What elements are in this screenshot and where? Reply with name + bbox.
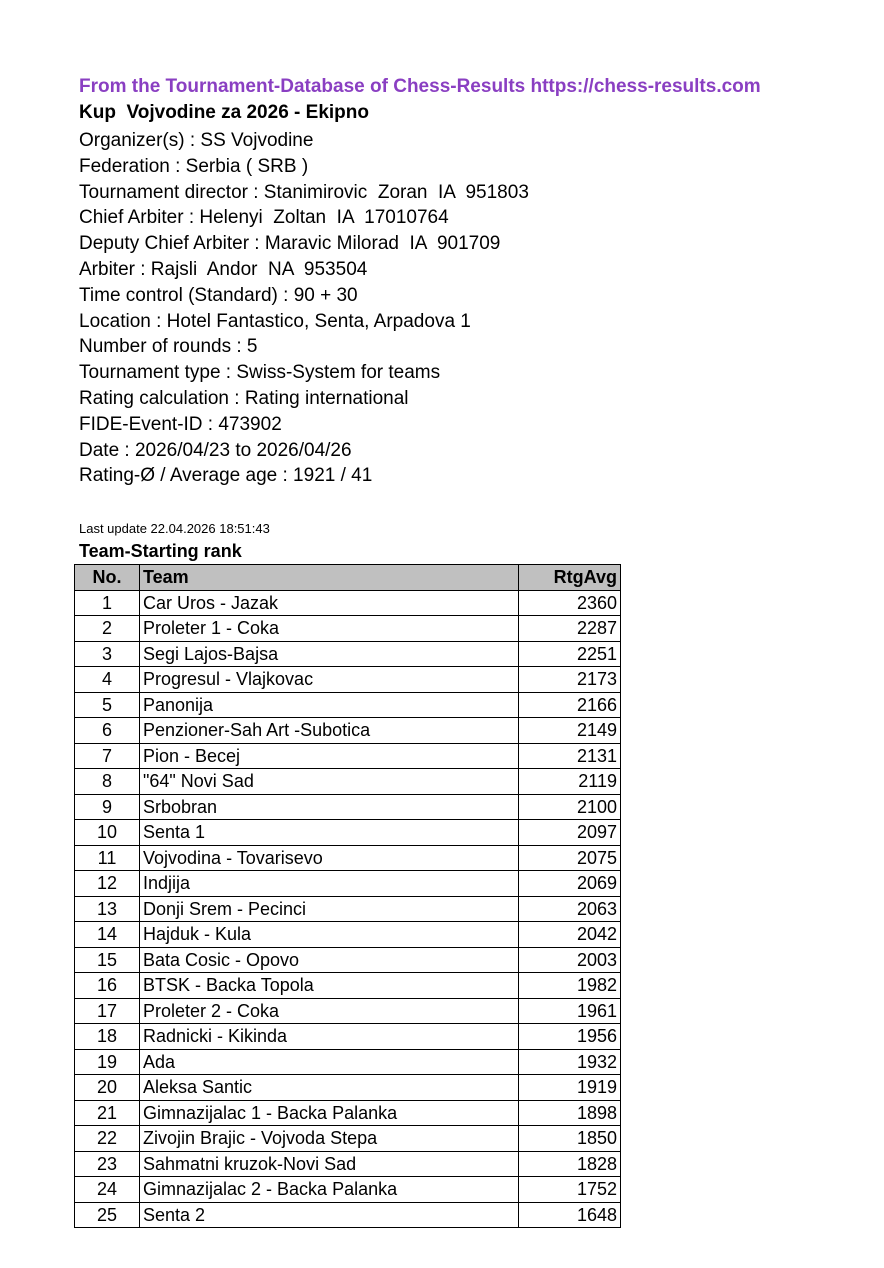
cell-team: Panonija — [140, 692, 519, 718]
table-row — [75, 1126, 621, 1152]
table-row — [75, 820, 621, 846]
info-line: Organizer(s) : SS Vojvodine — [79, 130, 314, 151]
info-line: Time control (Standard) : 90 + 30 — [79, 284, 358, 306]
info-line: Federation : Serbia ( SRB ) — [79, 155, 309, 177]
cell-rtgavg: 1982 — [519, 973, 621, 999]
cell-rtgavg: 2173 — [519, 667, 621, 693]
cell-rtgavg: 2100 — [519, 794, 621, 820]
cell-team: Sahmatni kruzok-Novi Sad — [140, 1151, 519, 1177]
cell-team: Vojvodina - Tovarisevo — [140, 845, 519, 871]
table-row — [75, 641, 621, 667]
cell-team: Donji Srem - Pecinci — [140, 896, 519, 922]
column-header-team: Team — [140, 565, 519, 591]
table-row — [75, 1049, 621, 1075]
cell-no: 8 — [75, 769, 140, 795]
cell-no: 15 — [75, 947, 140, 973]
cell-rtgavg: 2075 — [519, 845, 621, 871]
cell-team: Penzioner-Sah Art -Subotica — [140, 718, 519, 744]
cell-rtgavg: 1961 — [519, 998, 621, 1024]
cell-no: 6 — [75, 718, 140, 744]
cell-no: 16 — [75, 973, 140, 999]
cell-no: 17 — [75, 998, 140, 1024]
cell-no: 14 — [75, 922, 140, 948]
cell-no: 24 — [75, 1177, 140, 1203]
cell-team: Segi Lajos-Bajsa — [140, 641, 519, 667]
cell-team: Zivojin Brajic - Vojvoda Stepa — [140, 1126, 519, 1152]
info-line: Tournament director : Stanimirovic Zoran IA 951803 — [79, 181, 529, 203]
table-row — [75, 692, 621, 718]
cell-team: Srbobran — [140, 794, 519, 820]
cell-no: 13 — [75, 896, 140, 922]
cell-rtgavg: 1956 — [519, 1024, 621, 1050]
cell-rtgavg: 2131 — [519, 743, 621, 769]
info-line: Tournament type : Swiss-System for teams — [79, 362, 441, 384]
cell-rtgavg: 2097 — [519, 820, 621, 846]
table-row — [75, 769, 621, 795]
cell-no: 18 — [75, 1024, 140, 1050]
table-row — [75, 845, 621, 871]
cell-no: 10 — [75, 820, 140, 846]
cell-rtgavg: 1932 — [519, 1049, 621, 1075]
info-line: Date : 2026/04/23 to 2026/04/26 — [79, 439, 352, 461]
cell-no: 4 — [75, 667, 140, 693]
tournament-info-list — [79, 128, 529, 489]
cell-rtgavg: 2042 — [519, 922, 621, 948]
cell-rtgavg: 1648 — [519, 1202, 621, 1228]
info-line: Rating-Ø / Average age : 1921 / 41 — [79, 465, 373, 487]
info-line: Arbiter : Rajsli Andor NA 953504 — [79, 258, 368, 280]
info-line: Number of rounds : 5 — [79, 336, 258, 358]
info-line: Deputy Chief Arbiter : Maravic Milorad IA 901709 — [79, 233, 501, 255]
cell-rtgavg: 1828 — [519, 1151, 621, 1177]
source-link[interactable]: From the Tournament-Database of Chess-Results https://chess-results.com — [79, 76, 761, 97]
cell-team: Progresul - Vlajkovac — [140, 667, 519, 693]
table-row — [75, 590, 621, 616]
section-title: Team-Starting rank — [79, 541, 242, 561]
cell-rtgavg: 2119 — [519, 769, 621, 795]
cell-team: Ada — [140, 1049, 519, 1075]
table-row — [75, 1202, 621, 1228]
cell-team: Gimnazijalac 1 - Backa Palanka — [140, 1100, 519, 1126]
cell-team: Radnicki - Kikinda — [140, 1024, 519, 1050]
table-row — [75, 896, 621, 922]
table-row — [75, 794, 621, 820]
cell-rtgavg: 1898 — [519, 1100, 621, 1126]
table-row — [75, 1100, 621, 1126]
cell-team: "64" Novi Sad — [140, 769, 519, 795]
cell-team: Proleter 2 - Coka — [140, 998, 519, 1024]
table-row — [75, 667, 621, 693]
cell-rtgavg: 2003 — [519, 947, 621, 973]
info-line: FIDE-Event-ID : 473902 — [79, 413, 282, 435]
cell-no: 9 — [75, 794, 140, 820]
cell-team: Gimnazijalac 2 - Backa Palanka — [140, 1177, 519, 1203]
cell-team: Aleksa Santic — [140, 1075, 519, 1101]
cell-no: 5 — [75, 692, 140, 718]
table-row — [75, 1177, 621, 1203]
cell-team: Senta 2 — [140, 1202, 519, 1228]
cell-rtgavg: 2360 — [519, 590, 621, 616]
cell-team: Hajduk - Kula — [140, 922, 519, 948]
table-row — [75, 998, 621, 1024]
cell-team: BTSK - Backa Topola — [140, 973, 519, 999]
cell-no: 19 — [75, 1049, 140, 1075]
cell-rtgavg: 2166 — [519, 692, 621, 718]
cell-team: Proleter 1 - Coka — [140, 616, 519, 642]
cell-no: 3 — [75, 641, 140, 667]
cell-team: Pion - Becej — [140, 743, 519, 769]
team-starting-rank-table — [74, 564, 621, 1228]
cell-rtgavg: 1752 — [519, 1177, 621, 1203]
table-body — [75, 590, 621, 1228]
cell-no: 7 — [75, 743, 140, 769]
cell-no: 21 — [75, 1100, 140, 1126]
cell-rtgavg: 1850 — [519, 1126, 621, 1152]
cell-no: 1 — [75, 590, 140, 616]
table-row — [75, 1075, 621, 1101]
cell-rtgavg: 2149 — [519, 718, 621, 744]
info-line: Rating calculation : Rating international — [79, 387, 409, 409]
cell-rtgavg: 2251 — [519, 641, 621, 667]
table-row — [75, 947, 621, 973]
cell-team: Senta 1 — [140, 820, 519, 846]
cell-rtgavg: 2287 — [519, 616, 621, 642]
table-row — [75, 743, 621, 769]
column-header-rtgavg: RtgAvg — [519, 565, 621, 591]
table-row — [75, 718, 621, 744]
cell-team: Indjija — [140, 871, 519, 897]
table-row — [75, 871, 621, 897]
cell-no: 2 — [75, 616, 140, 642]
cell-no: 12 — [75, 871, 140, 897]
cell-team: Car Uros - Jazak — [140, 590, 519, 616]
cell-no: 11 — [75, 845, 140, 871]
table-row — [75, 922, 621, 948]
table-row — [75, 1151, 621, 1177]
info-line: Location : Hotel Fantastico, Senta, Arpadova 1 — [79, 310, 471, 332]
table-row — [75, 1024, 621, 1050]
cell-no: 22 — [75, 1126, 140, 1152]
cell-no: 25 — [75, 1202, 140, 1228]
info-line: Chief Arbiter : Helenyi Zoltan IA 17010764 — [79, 207, 449, 229]
cell-rtgavg: 1919 — [519, 1075, 621, 1101]
column-header-no: No. — [75, 565, 140, 591]
table-row — [75, 616, 621, 642]
cell-no: 23 — [75, 1151, 140, 1177]
table-row — [75, 973, 621, 999]
tournament-title: Kup Vojvodine za 2026 - Ekipno — [79, 102, 369, 123]
last-update-text: Last update 22.04.2026 18:51:43 — [79, 521, 270, 536]
cell-rtgavg: 2063 — [519, 896, 621, 922]
cell-rtgavg: 2069 — [519, 871, 621, 897]
table-header-row — [75, 565, 621, 591]
cell-team: Bata Cosic - Opovo — [140, 947, 519, 973]
cell-no: 20 — [75, 1075, 140, 1101]
